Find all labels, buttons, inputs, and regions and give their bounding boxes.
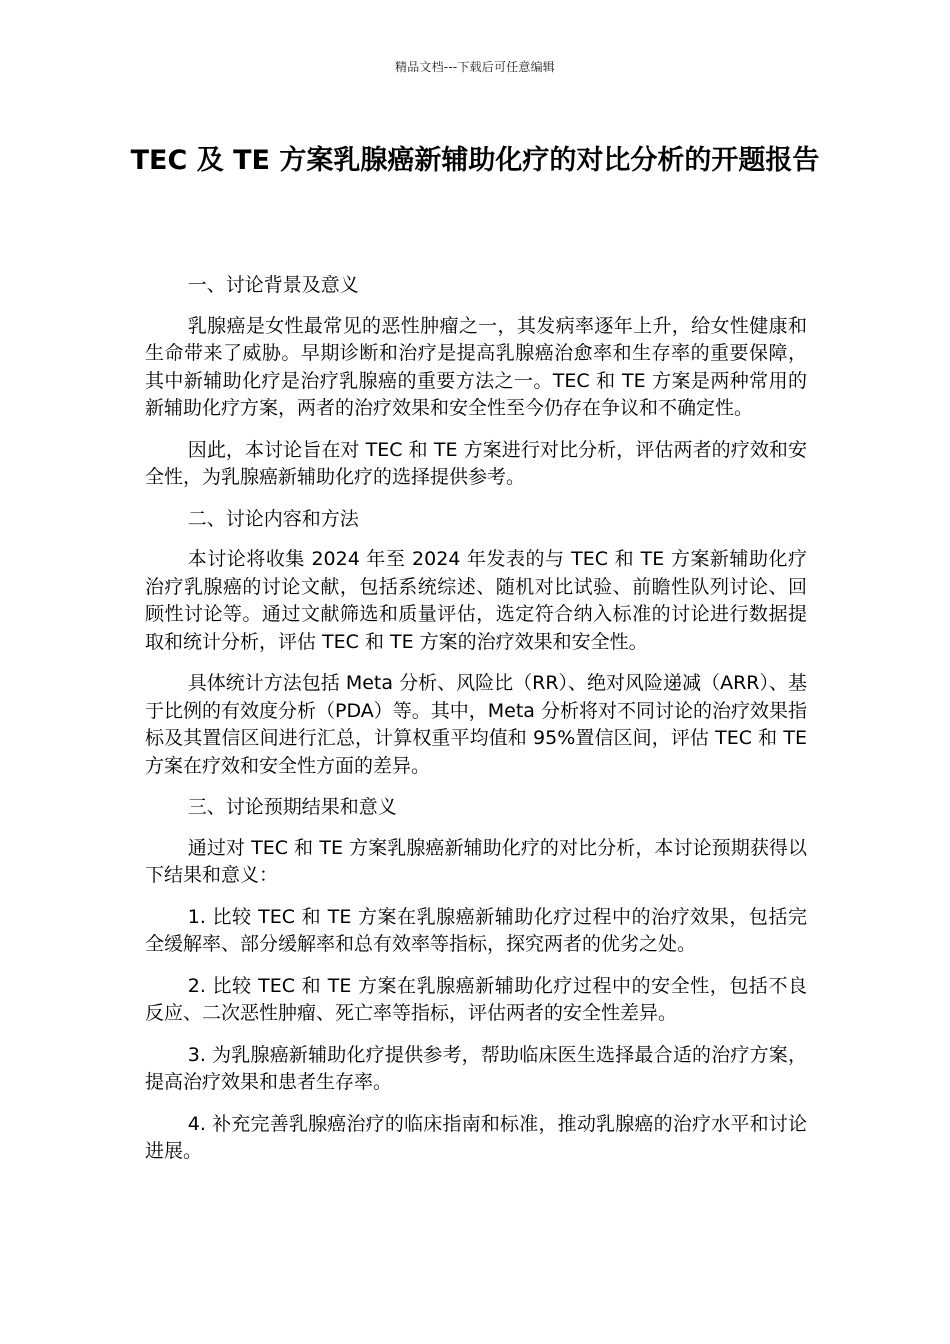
document-body	[145, 272, 807, 1180]
section-heading-expected-results: 三、讨论预期结果和意义	[187, 796, 397, 818]
paragraph-background: 乳腺癌是女性最常见的恶性肿瘤之一，其发病率逐年上升，给女性健康和生命带来了威胁。早期诊断和治疗是提高乳腺癌治愈率和生存率的重要保障，其中新辅助化疗是治疗乳腺癌的重要方法之一。TEC 和 TE 方案是两种常用的新辅助化疗方案，两者的治疗效果和安全性至今仍存在争议和不确定性。	[145, 314, 807, 419]
list-item-expected-2: 2. 比较 TEC 和 TE 方案在乳腺癌新辅助化疗过程中的安全性，包括不良反应、二次恶性肿瘤、死亡率等指标，评估两者的安全性差异。	[145, 974, 807, 1024]
paragraph-methods-statistics: 具体统计方法包括 Meta 分析、风险比（RR）、绝对风险递减（ARR）、基于比例的有效度分析（PDA）等。其中，Meta 分析将对不同讨论的治疗效果指标及其置信区间进行汇总，计算权重平均值和 95%置信区间，评估 TEC 和 TE 方案在疗效和安全性方面的差异。	[145, 672, 807, 777]
section-heading-background: 一、讨论背景及意义	[187, 274, 359, 296]
paragraph-methods-literature: 本讨论将收集 2024 年至 2024 年发表的与 TEC 和 TE 方案新辅助化疗治疗乳腺癌的讨论文献，包括系统综述、随机对比试验、前瞻性队列讨论、回顾性讨论等。通过文献筛选和质量评估，选定符合纳入标准的讨论进行数据提取和统计分析，评估 TEC 和 TE 方案的治疗效果和安全性。	[145, 548, 807, 653]
paragraph-expected-intro: 通过对 TEC 和 TE 方案乳腺癌新辅助化疗的对比分析，本讨论预期获得以下结果和意义：	[145, 836, 807, 886]
list-item-expected-1: 1. 比较 TEC 和 TE 方案在乳腺癌新辅助化疗过程中的治疗效果，包括完全缓解率、部分缓解率和总有效率等指标，探究两者的优劣之处。	[145, 905, 807, 955]
list-item-expected-3: 3. 为乳腺癌新辅助化疗提供参考，帮助临床医生选择最合适的治疗方案，提高治疗效果和患者生存率。	[145, 1043, 807, 1093]
section-heading-methods: 二、讨论内容和方法	[187, 507, 359, 530]
header-note: 精品文档---下载后可任意编辑	[395, 60, 555, 74]
paragraph-purpose: 因此，本讨论旨在对 TEC 和 TE 方案进行对比分析，评估两者的疗效和安全性，为乳腺癌新辅助化疗的选择提供参考。	[145, 438, 807, 488]
list-item-expected-4: 4. 补充完善乳腺癌治疗的临床指南和标准，推动乳腺癌的治疗水平和讨论进展。	[145, 1112, 807, 1162]
document-title: TEC 及 TE 方案乳腺癌新辅助化疗的对比分析的开题报告	[130, 145, 820, 176]
